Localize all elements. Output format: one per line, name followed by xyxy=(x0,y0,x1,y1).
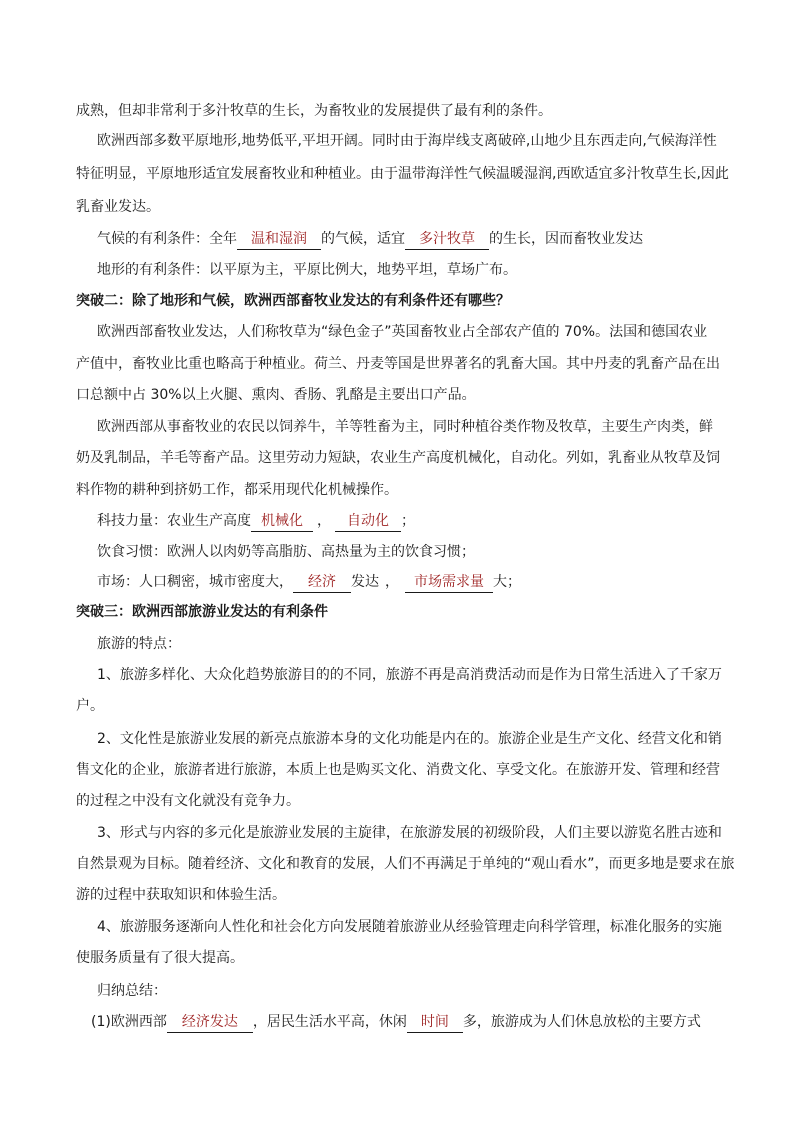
market-prefix: 市场：人口稠密，城市密度大， xyxy=(97,574,293,590)
climate-answer-blank-1: 温和湿润 xyxy=(237,229,321,250)
tourism-feature-line: 户。 xyxy=(76,698,104,714)
paragraph-line: 产值中，畜牧业比重也略高于种植业。荷兰、丹麦等国是世界著名的乳畜大国。其中丹麦的乳畜产品在出 xyxy=(76,356,720,372)
tech-prefix: 科技力量：农业生产高度 xyxy=(97,513,251,529)
tourism-feature-line: 3、形式与内容的多元化是旅游业发展的主旋律，在旅游发展的初级阶段，人们主要以游览名胜古迹和 xyxy=(97,825,722,841)
paragraph-line: 料作物的耕种到挤奶工作，都采用现代化机械操作。 xyxy=(76,482,398,498)
paragraph-line: 欧洲西部多数平原地形,地势低平,平坦开阔。同时由于海岸线支离破碎,山地少且东西走向,气候海洋性 xyxy=(97,133,717,149)
tech-condition-line xyxy=(97,511,415,532)
summary-middle: ，居民生活水平高，休闲 xyxy=(252,1014,407,1030)
market-middle-1: 发达 xyxy=(351,574,379,590)
climate-answer-blank-2: 多汁牧草 xyxy=(405,229,489,250)
paragraph-line: 欧洲西部从事畜牧业的农民以饲养牛，羊等牲畜为主，同时种植谷类作物及牧草，主要生产肉类，鲜 xyxy=(97,419,713,435)
tourism-feature-line: 售文化的企业，旅游者进行旅游，本质上也是购买文化、消费文化、享受文化。在旅游开发、管理和经营 xyxy=(76,762,720,778)
tech-separator: ， xyxy=(317,513,331,529)
terrain-condition-line: 地形的有利条件：以平原为主，平原比例大，地势平坦，草场广布。 xyxy=(97,262,517,278)
paragraph-line: 欧洲西部畜牧业发达，人们称牧草为“绿色金子”英国畜牧业占全部农产值的 70%。法国和德国农业 xyxy=(97,324,708,340)
summary-answer-blank-1: 经济发达 xyxy=(167,1012,253,1033)
paragraph-line: 成熟，但却非常利于多汁牧草的生长，为畜牧业的发展提供了最有利的条件。 xyxy=(76,103,552,119)
market-answer-blank-1: 经济 xyxy=(293,572,351,593)
tourism-feature-line: 使服务质量有了很大提高。 xyxy=(76,950,244,966)
market-separator: ， xyxy=(385,574,399,590)
climate-condition-line xyxy=(97,229,643,250)
market-condition-line xyxy=(97,572,521,593)
tech-answer-blank-2: 自动化 xyxy=(335,511,401,532)
tourism-feature-line: 游的过程中获取知识和体验生活。 xyxy=(76,887,286,903)
summary-prefix: (1)欧洲西部 xyxy=(91,1014,167,1030)
tourism-feature-line: 1、旅游多样化、大众化趋势旅游目的的不同，旅游不再是高消费活动而是作为日常生活进入了千家万 xyxy=(97,667,722,683)
market-suffix: 大； xyxy=(493,574,521,590)
summary-answer-blank-2: 时间 xyxy=(407,1012,463,1033)
paragraph-line: 特征明显，平原地形适宜发展畜牧业和种植业。由于温带海洋性气候温暖湿润,西欧适宜多汁牧草生长,因此 xyxy=(76,166,729,182)
summary-line-1 xyxy=(91,1012,701,1033)
market-answer-blank-2: 市场需求量 xyxy=(405,572,493,593)
section-heading-2: 突破二：除了地形和气候，欧洲西部畜牧业发达的有利条件还有哪些？ xyxy=(76,293,510,309)
tourism-feature-line: 2、文化性是旅游业发展的新亮点旅游本身的文化功能是内在的。旅游企业是生产文化、经营文化和销 xyxy=(97,731,722,747)
tourism-features-title: 旅游的特点： xyxy=(97,636,181,652)
tourism-feature-line: 的过程之中没有文化就没有竞争力。 xyxy=(76,793,300,809)
tourism-feature-line: 自然景观为目标。随着经济、文化和教育的发展，人们不再满足于单纯的“观山看水”，而更多地是要求在旅 xyxy=(76,856,735,872)
section-heading-3: 突破三：欧洲西部旅游业发达的有利条件 xyxy=(76,604,328,620)
diet-condition-line: 饮食习惯：欧洲人以肉奶等高脂肪、高热量为主的饮食习惯； xyxy=(97,544,475,560)
climate-prefix: 气候的有利条件：全年 xyxy=(97,231,237,247)
tech-suffix: ； xyxy=(401,513,415,529)
paragraph-line: 口总额中占 30%以上火腿、熏肉、香肠、乳酪是主要出口产品。 xyxy=(76,387,476,403)
summary-title: 归纳总结： xyxy=(97,983,167,999)
paragraph-line: 乳畜业发达。 xyxy=(76,199,160,215)
climate-middle: 的气候，适宜 xyxy=(321,231,405,247)
climate-suffix: 的生长，因而畜牧业发达 xyxy=(489,231,643,247)
tech-answer-blank-1: 机械化 xyxy=(251,511,313,532)
paragraph-line: 奶及乳制品，羊毛等畜产品。这里劳动力短缺，农业生产高度机械化，自动化。列如，乳畜业从牧草及饲 xyxy=(76,450,720,466)
tourism-feature-line: 4、旅游服务逐渐向人性化和社会化方向发展随着旅游业从经验管理走向科学管理，标准化服务的实施 xyxy=(97,919,722,935)
summary-suffix: 多，旅游成为人们休息放松的主要方式 xyxy=(462,1014,701,1030)
